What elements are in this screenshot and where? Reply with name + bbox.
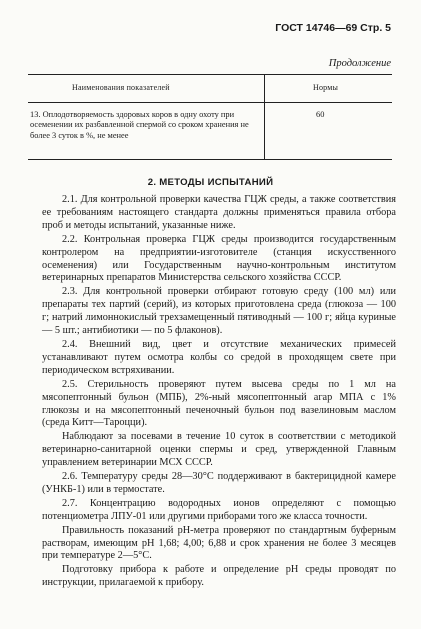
table-continuation-label: Продолжение [328, 58, 391, 69]
table-bottom-rule [28, 159, 392, 160]
column-header-norm: Нормы [313, 83, 339, 92]
paragraph-2-7: 2.7. Концентрацию водородных ионов определяют с помощью потенциометра ЛПУ-01 или другими приборами того же класса точности. [42, 497, 396, 522]
table-header-rule [28, 102, 392, 103]
paragraph-2-3: 2.3. Для контрольной проверки отбирают готовую среду (100 мл) или препараты тех партий (серий), из которых приготовлена среда (глюкоза — 100 г; натрий лимоннокислый трехзамещенный пятиводный — 100 г; яйца куриные — 5 шт.; антибиотики — по 5 флаконов). [42, 286, 396, 337]
table-top-rule [28, 74, 392, 75]
table-row-value: 60 [316, 110, 325, 119]
paragraph-2-6: 2.6. Температуру среды 28—30°С поддерживают в бактерицидной камере (УНКБ-1) или в термостате. [42, 471, 396, 495]
table-row-label: 13. Оплодотворяемость здоровых коров в одну охоту при осеменении их разбавленной спермой со сроком хранения не более 3 суток в %, не менее [30, 110, 249, 140]
norms-table [28, 74, 392, 160]
page-header: ГОСТ 14746—69 Стр. 5 [275, 22, 391, 34]
section-title: 2. МЕТОДЫ ИСПЫТАНИЙ [147, 177, 274, 188]
paragraph-2-1: 2.1. Для контрольной проверки качества ГЦЖ среды, а также соответствия ее требованиям настоящего стандарта должны применяться правила отбора проб и методы испытаний, указанные ниже. [42, 194, 396, 231]
column-header-name: Наименования показателей [72, 83, 170, 92]
table-column-divider [264, 74, 265, 159]
paragraph-ph-check: Правильность показаний pH-метра проверяют по стандартным буферным растворам, имеющим pH 1,68; 4,00; 6,88 и срок хранения не более 3 месяцев при температуре 2—5°С. [42, 524, 396, 562]
paragraph-2-5: 2.5. Стерильность проверяют путем высева среды по 1 мл на мясопептонный бульон (МПБ), 2%-ный мясопептонный агар МПА с 1% глюкозы и на мясопептонный печеночный бульон под вазелиновым маслом (среда Китт—Тароцци). [42, 378, 396, 429]
paragraph-2-4: 2.4. Внешний вид, цвет и отсутствие механических примесей устанавливают путем осмотра колбы со средой в проходящем свете при периодическом встряхивании. [42, 338, 396, 376]
paragraph-ph-procedure: Подготовку прибора к работе и определение pH среды проводят по инструкции, прилагаемой к прибору. [42, 564, 396, 589]
paragraph-observation: Наблюдают за посевами в течение 10 суток в соответствии с методикой ветеринарно-санитарной оценки спермы и сред, утвержденной Главным управлением ветеринарии МСХ СССР. [42, 431, 396, 469]
paragraph-2-2: 2.2. Контрольная проверка ГЦЖ среды производится государственным контролером на предприятии-изготовителе (станция искусственного осеменения) или Государственным научно-контрольным институтом ветеринарных препаратов Министерства сельского хозяйства СССР. [42, 233, 396, 284]
document-body [42, 194, 396, 591]
